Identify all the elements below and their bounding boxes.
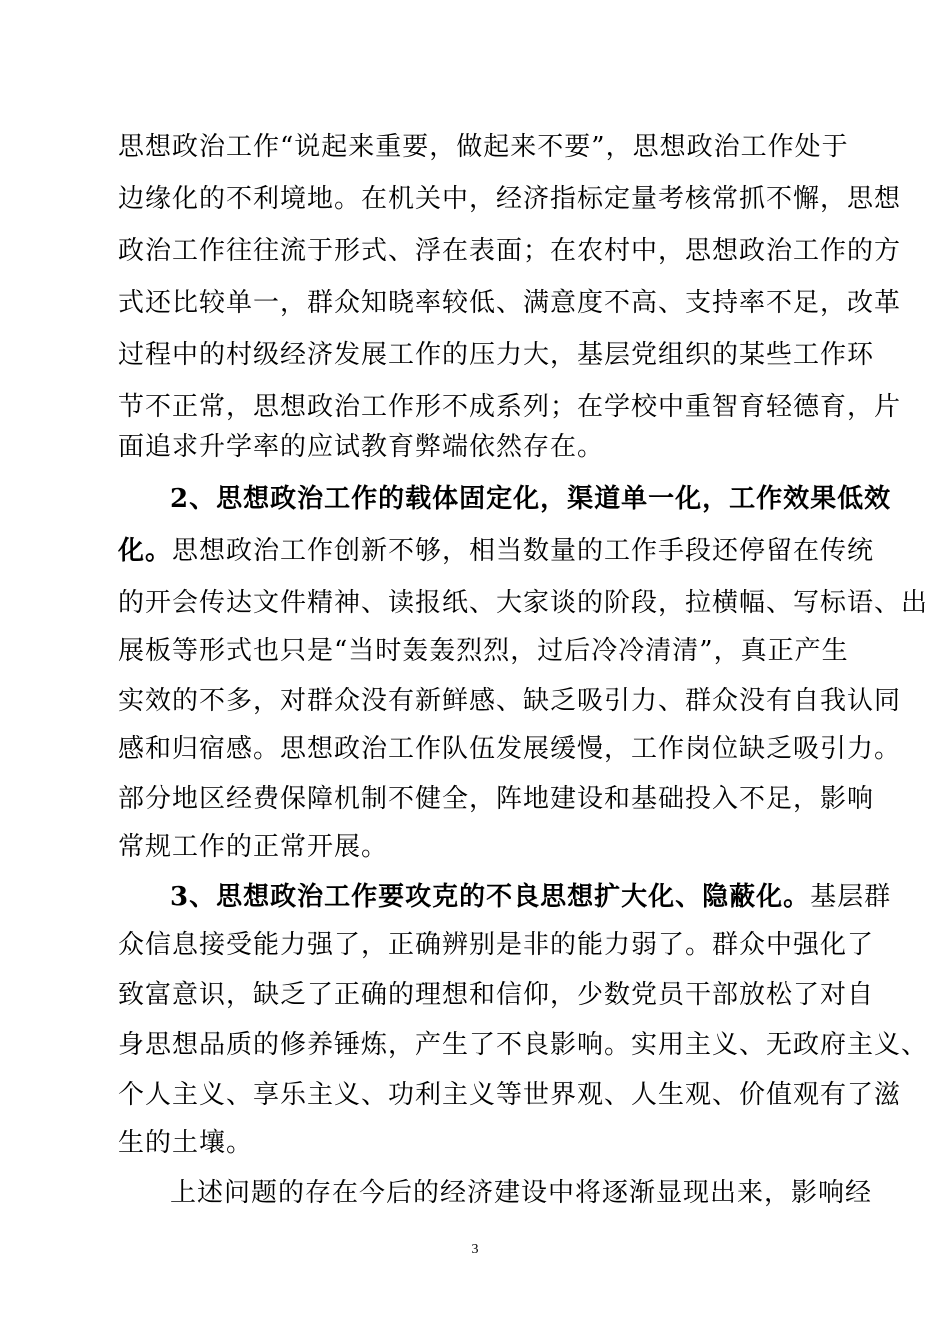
text-line: 实效的不多，对群众没有新鲜感、缺乏吸引力、群众没有自我认同 (118, 686, 902, 716)
text-line: 生的土壤。 (118, 1128, 254, 1158)
text-line: 众信息接受能力强了，正确辨别是非的能力弱了。群众中强化了 (118, 930, 875, 960)
text-line (118, 526, 875, 576)
text-line: 节不正常，思想政治工作形不成系列；在学校中重智育轻德育，片 (118, 392, 902, 422)
text-line: 面追求升学率的应试教育弊端依然存在。 (118, 432, 605, 462)
text-line: 感和归宿感。思想政治工作队伍发展缓慢，工作岗位缺乏吸引力。 (118, 734, 902, 764)
text-fragment: 思想政治工作创新不够，相当数量的工作手段还停留在传统 (172, 536, 875, 566)
page-number: 3 (471, 1242, 479, 1257)
text-line: 常规工作的正常开展。 (118, 832, 389, 862)
section-heading-3: 3、思想政治工作要攻克的不良思想扩大化、隐蔽化。 (170, 882, 811, 912)
text-line (170, 872, 892, 922)
text-line: 的开会传达文件精神、读报纸、大家谈的阶段，拉横幅、写标语、出 (118, 588, 929, 618)
text-line: 上述问题的存在今后的经济建设中将逐渐显现出来，影响经 (170, 1178, 873, 1208)
section-heading-2: 2、思想政治工作的载体固定化，渠道单一化，工作效果低效 (170, 484, 892, 514)
text-line: 思想政治工作“说起来重要，做起来不要”，思想政治工作处于 (118, 132, 849, 162)
text-line: 致富意识，缺乏了正确的理想和信仰，少数党员干部放松了对自 (118, 980, 875, 1010)
text-line: 过程中的村级经济发展工作的压力大，基层党组织的某些工作环 (118, 340, 875, 370)
text-line: 部分地区经费保障机制不健全，阵地建设和基础投入不足，影响 (118, 784, 875, 814)
section-heading-2-end: 化。 (118, 536, 173, 566)
text-fragment: 基层群 (810, 882, 892, 912)
text-line: 身思想品质的修养锤炼，产生了不良影响。实用主义、无政府主义、 (118, 1030, 929, 1060)
text-line: 式还比较单一，群众知晓率较低、满意度不高、支持率不足，改革 (118, 288, 902, 318)
text-line: 个人主义、享乐主义、功利主义等世界观、人生观、价值观有了滋 (118, 1080, 902, 1110)
text-line: 政治工作往往流于形式、浮在表面；在农村中，思想政治工作的方 (118, 236, 902, 266)
text-line: 边缘化的不利境地。在机关中，经济指标定量考核常抓不懈，思想 (118, 184, 902, 214)
text-line: 展板等形式也只是“当时轰轰烈烈，过后冷冷清清”，真正产生 (118, 636, 849, 666)
